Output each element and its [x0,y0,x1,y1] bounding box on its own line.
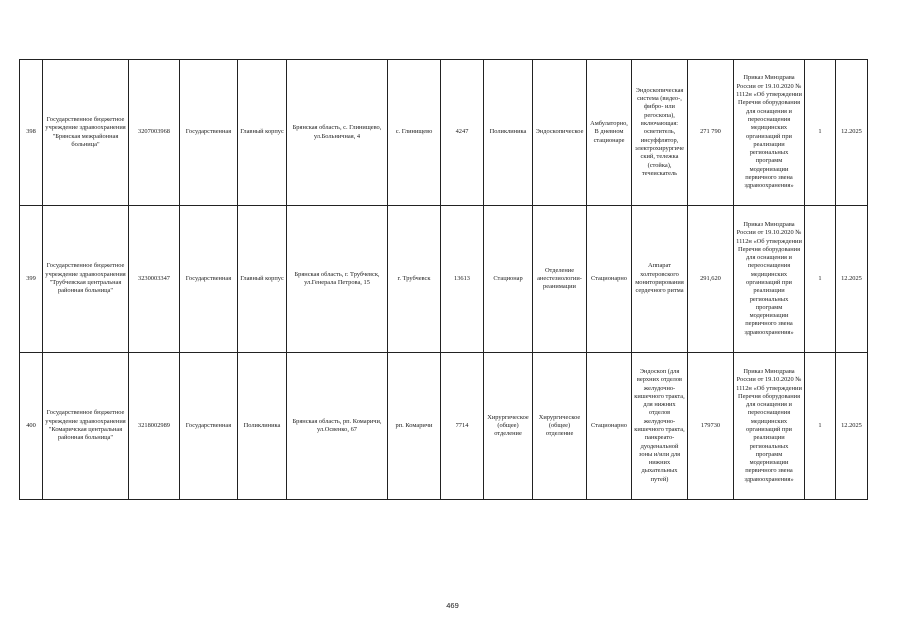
equipment-registry-table [19,59,868,500]
quantity-cell: 1 [805,206,836,353]
quantity-cell: 1 [805,60,836,206]
order-cell: Приказ Минздрава России от 19.10.2020 № 1112н «Об утверждении Перечня оборудования для оснащения и переоснащения медицинских организаций при реализации региональных программ модернизации первичного звена здравоохранения» [734,353,805,500]
order-cell: Приказ Минздрава России от 19.10.2020 № 1112н «Об утверждении Перечня оборудования для оснащения и переоснащения медицинских организаций при реализации региональных программ модернизации первичного звена здравоохранения» [734,206,805,353]
year-cell: 12.2025 [836,206,868,353]
department-cell: Эндоскопическое [533,60,587,206]
price-cell: 271 790 [688,60,734,206]
address-cell: Брянская область, с. Глинищево, ул.Больничная, 4 [287,60,388,206]
population-cell: 7714 [441,353,484,500]
care-form-cell: Стационарно [587,206,632,353]
inn-cell: 3218002989 [129,353,180,500]
locality-cell: г. Трубчевск [388,206,441,353]
table-row [20,206,868,353]
unit-type-cell: Поликлиника [484,60,533,206]
address-cell: Брянская область, рп. Комаричи, ул.Освенко, 67 [287,353,388,500]
registry-sheet [19,59,867,500]
page-number: 469 [446,601,459,610]
locality-cell: рп. Комаричи [388,353,441,500]
inn-cell: 3207003968 [129,60,180,206]
department-cell: Отделение анестезиологии-реанимации [533,206,587,353]
ownership-cell: Государственная [180,206,238,353]
ownership-cell: Государственная [180,60,238,206]
building-cell: Главный корпус [238,60,287,206]
population-cell: 4247 [441,60,484,206]
address-cell: Брянская область, г. Трубчевск, ул.Генерала Петрова, 15 [287,206,388,353]
row-number-cell: 398 [20,60,43,206]
population-cell: 13613 [441,206,484,353]
row-number-cell: 400 [20,353,43,500]
care-form-cell: Стационарно [587,353,632,500]
quantity-cell: 1 [805,353,836,500]
equipment-cell: Аппарат холтеровского мониторирования сердечного ритма [632,206,688,353]
equipment-cell: Эндоскоп (для верхних отделов желудочно-кишечного тракта, для нижних отделов желудочно-кишечного тракта, панкреато-дуоденальной зоны и/или для нижних дыхательных путей) [632,353,688,500]
order-cell: Приказ Минздрава России от 19.10.2020 № 1112н «Об утверждении Перечня оборудования для оснащения и переоснащения медицинских организаций при реализации региональных программ модернизации первичного звена здравоохранения» [734,60,805,206]
care-form-cell: Амбулаторно, В дневном стационаре [587,60,632,206]
table-row [20,353,868,500]
equipment-cell: Эндоскопическая система (видео-, фибро- или регоскопа), включающая: осветитель, инсуффлятор, электрохирургический, тележка (стойка), течеискатель [632,60,688,206]
building-cell: Поликлиника [238,353,287,500]
year-cell: 12.2025 [836,60,868,206]
department-cell: Хирургическое (общее) отделение [533,353,587,500]
organization-cell: Государственное бюджетное учреждение здравоохранения "Трубчевская центральная районная больница" [43,206,129,353]
organization-cell: Государственное бюджетное учреждение здравоохранения "Комаричская центральная районная больница" [43,353,129,500]
row-number-cell: 399 [20,206,43,353]
table-row [20,60,868,206]
price-cell: 179730 [688,353,734,500]
building-cell: Главный корпус [238,206,287,353]
unit-type-cell: Стационар [484,206,533,353]
locality-cell: с. Глинищево [388,60,441,206]
year-cell: 12.2025 [836,353,868,500]
unit-type-cell: Хирургическое (общее) отделение [484,353,533,500]
organization-cell: Государственное бюджетное учреждение здравоохранения "Брянская межрайонная больница" [43,60,129,206]
price-cell: 291,620 [688,206,734,353]
inn-cell: 3230003347 [129,206,180,353]
ownership-cell: Государственная [180,353,238,500]
